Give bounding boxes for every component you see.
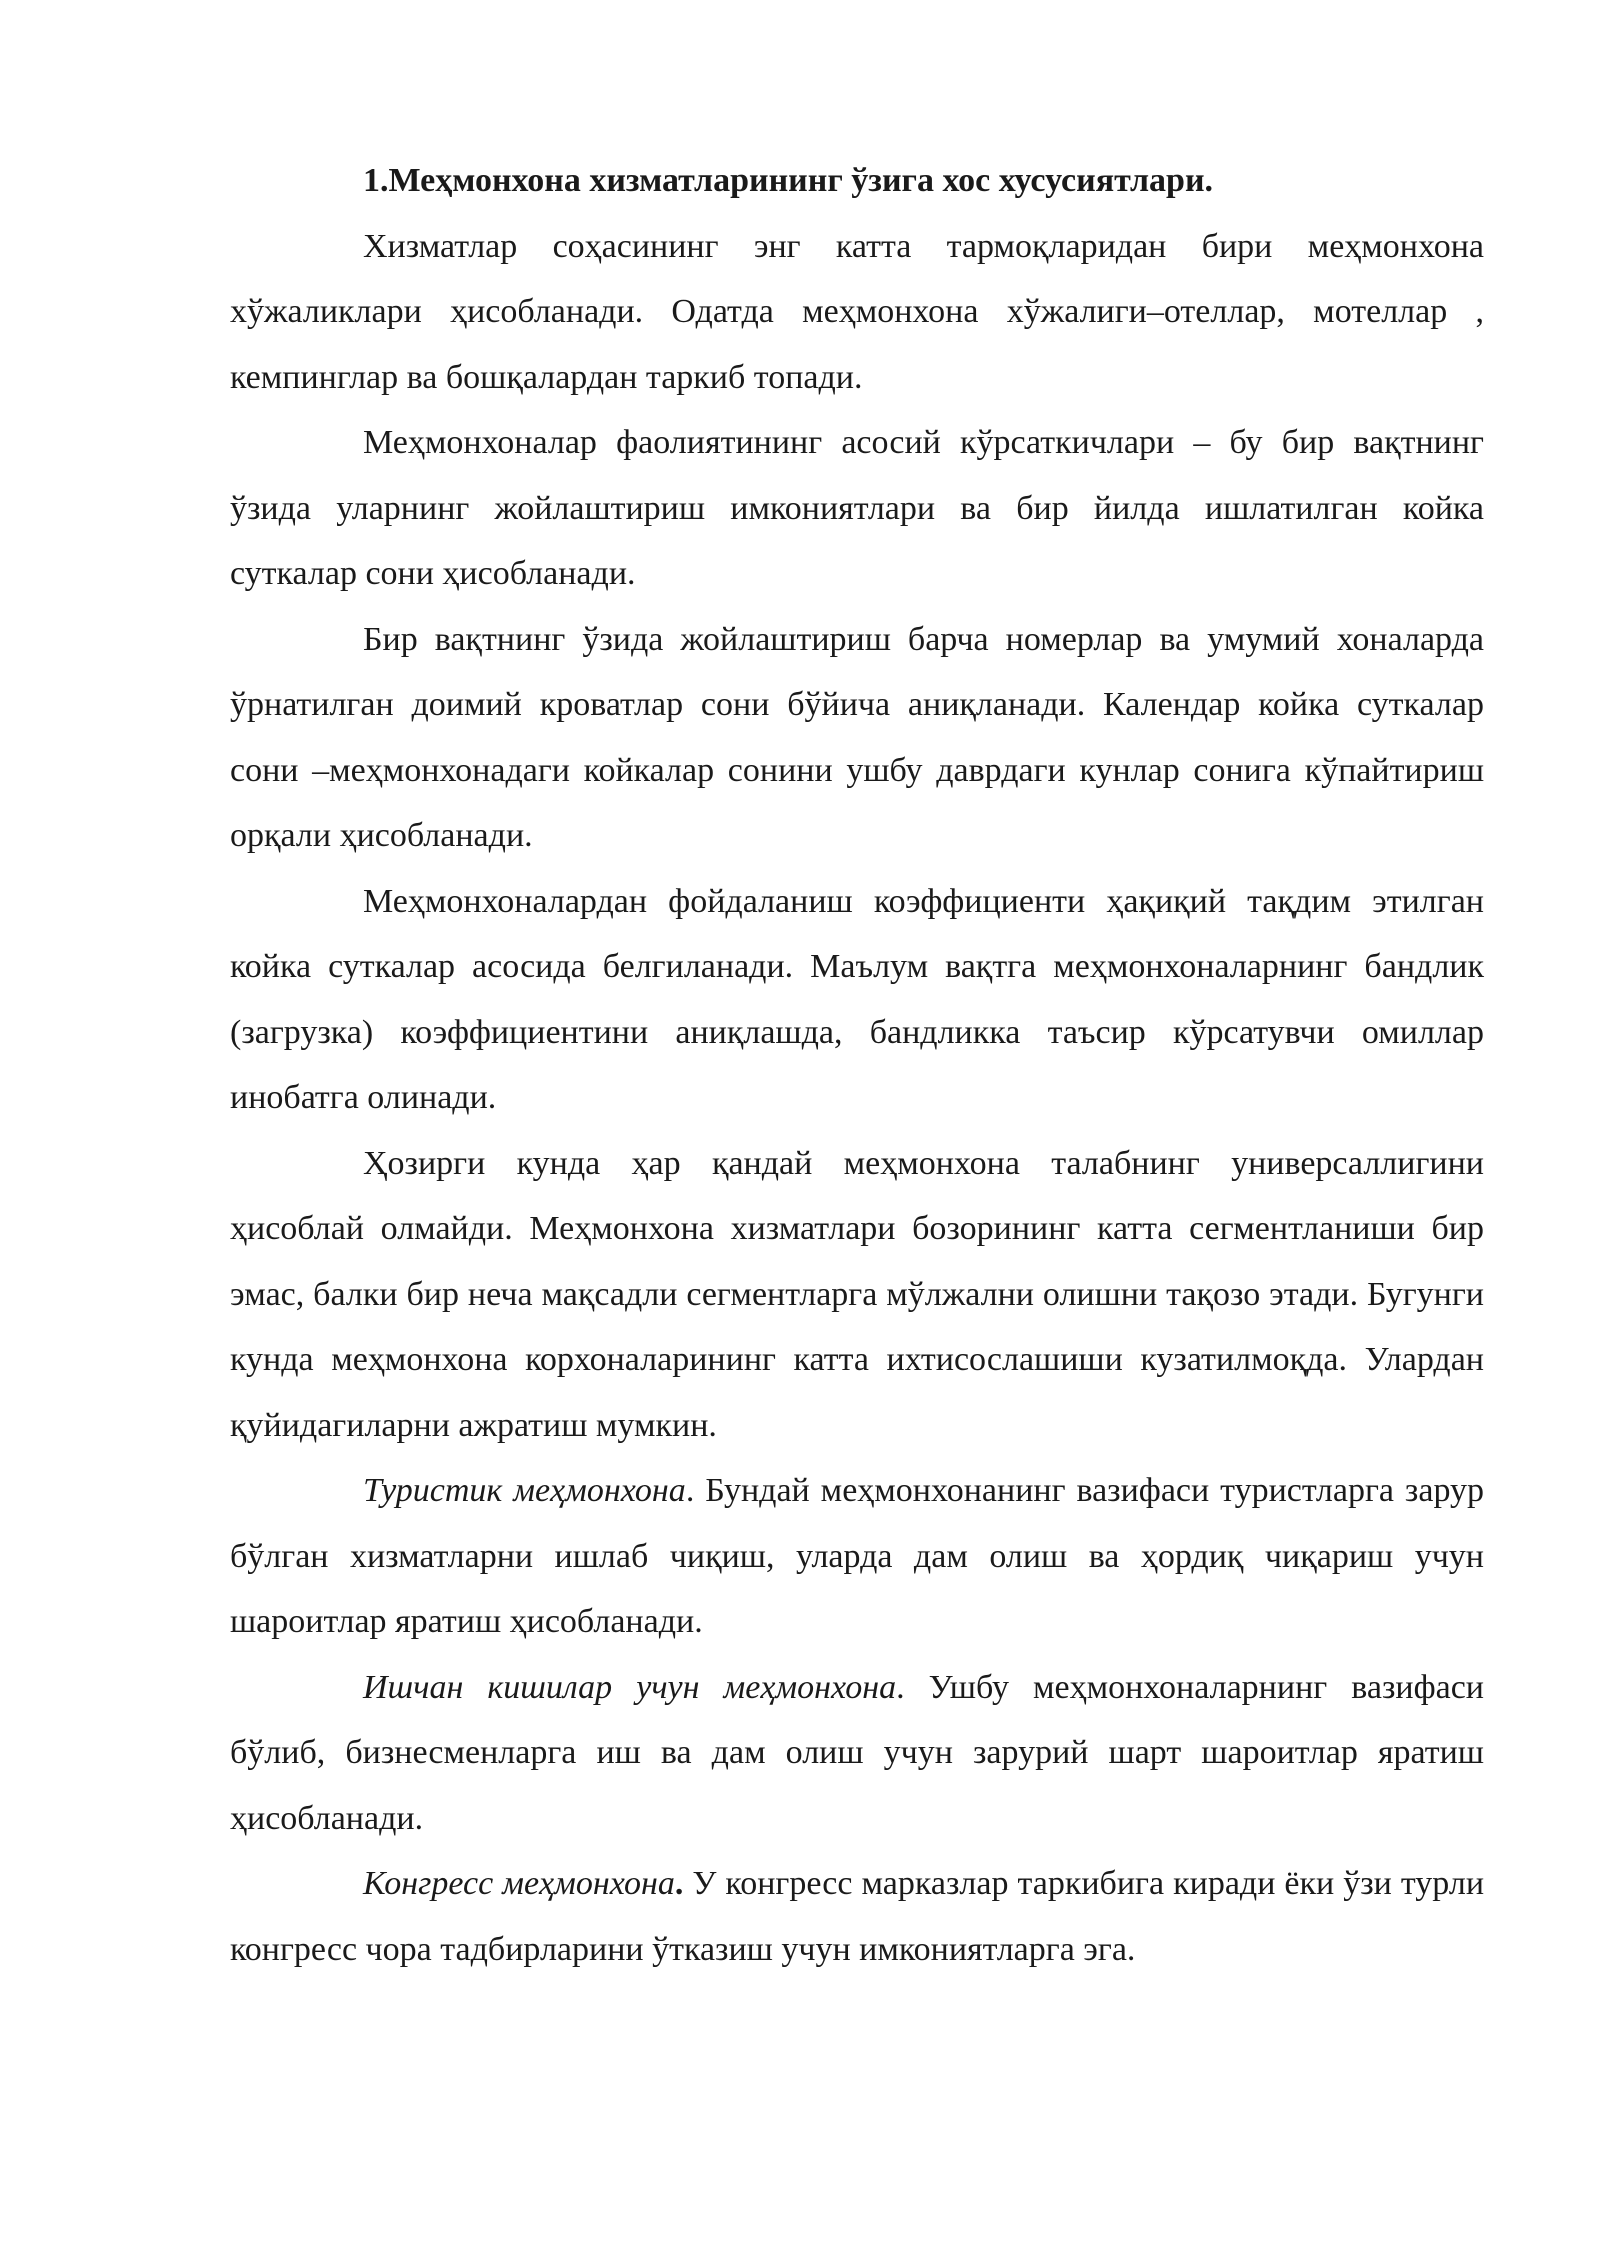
term-period: .	[685, 1472, 695, 1509]
definition-business-hotel: Ушбу меҳмонхоналарнинг вазифаси бўлиб, бизнесменларга иш ва дам олиш учун зарурий шарт шароитлар яратиш ҳисобланади.	[230, 1668, 1484, 1837]
paragraph-business-hotel	[230, 1655, 1484, 1852]
term-tourist-hotel: Туристик меҳмонхона	[363, 1472, 686, 1509]
paragraph-specialization: Ҳозирги кунда ҳар қандай меҳмонхона талабнинг универсаллигини ҳисоблай олмайди. Меҳмонхона хизматлари бозорининг катта сегментланиши бир эмас, балки бир неча мақсадли сегментларга мўлжални олишни тақозо этади. Бугунги кунда меҳмонхона корхоналарининг катта ихтисослашиши кузатилмоқда. Улардан қуйидагиларни ажратиш мумкин.	[230, 1144, 1484, 1444]
definition-tourist-hotel: Бундай меҳмонхонанинг вазифаси туристларга зарур бўлган хизматларни ишлаб чиқиш, уларда дам олиш ва ҳордиқ чиқариш учун шароитлар яратиш ҳисобланади.	[230, 1472, 1485, 1640]
section-heading: 1.Меҳмонхона хизматларининг ўзига хос хусусиятлари.	[363, 162, 1214, 199]
term-period: .	[896, 1668, 905, 1706]
paragraph-capacity: Бир вақтнинг ўзида жойлаштириш барча номерлар ва умумий хоналарда ўрнатилган доимий кроватлар сони бўйича аниқланади. Календар койка суткалар сони –меҳмонхонадаги койкалар сонини ушбу даврдаги кунлар сонига кўпайтириш орқали ҳисобланади.	[230, 620, 1484, 854]
term-period: .	[674, 1865, 684, 1902]
paragraph-usage-coefficient: Меҳмонхоналардан фойдаланиш коэффициенти ҳақиқий тақдим этилган койка суткалар асосида белгиланади. Маълум вақтга меҳмонхоналарнинг бандлик (загрузка) коэффициентини аниқлашда, бандликка таъсир кўрсатувчи омиллар инобатга олинади.	[230, 882, 1484, 1116]
document-page	[230, 148, 1484, 1982]
paragraph-tourist-hotel	[230, 1458, 1484, 1655]
paragraph-congress-hotel	[230, 1851, 1484, 1982]
paragraph-hotel-industry: Хизматлар соҳасининг энг катта тармоқларидан бири меҳмонхона хўжаликлари ҳисобланади. Одатда меҳмонхона хўжалиги–отеллар, мотеллар , кемпинглар ва бошқалардан таркиб топади.	[230, 227, 1484, 396]
definition-congress-hotel: У конгресс марказлар таркибига киради ёки ўзи турли конгресс чора тадбирларини ўтказиш учун имкониятларга эга.	[230, 1865, 1485, 1968]
paragraph-key-indicators: Меҳмонхоналар фаолиятининг асосий кўрсаткичлари – бу бир вақтнинг ўзида уларнинг жойлаштириш имкониятлари ва бир йилда ишлатилган койка суткалар сони ҳисобланади.	[230, 424, 1484, 592]
term-business-hotel: Ишчан кишилар учун меҳмонхона	[363, 1668, 897, 1706]
term-congress-hotel: Конгресс меҳмонхона	[363, 1865, 675, 1902]
